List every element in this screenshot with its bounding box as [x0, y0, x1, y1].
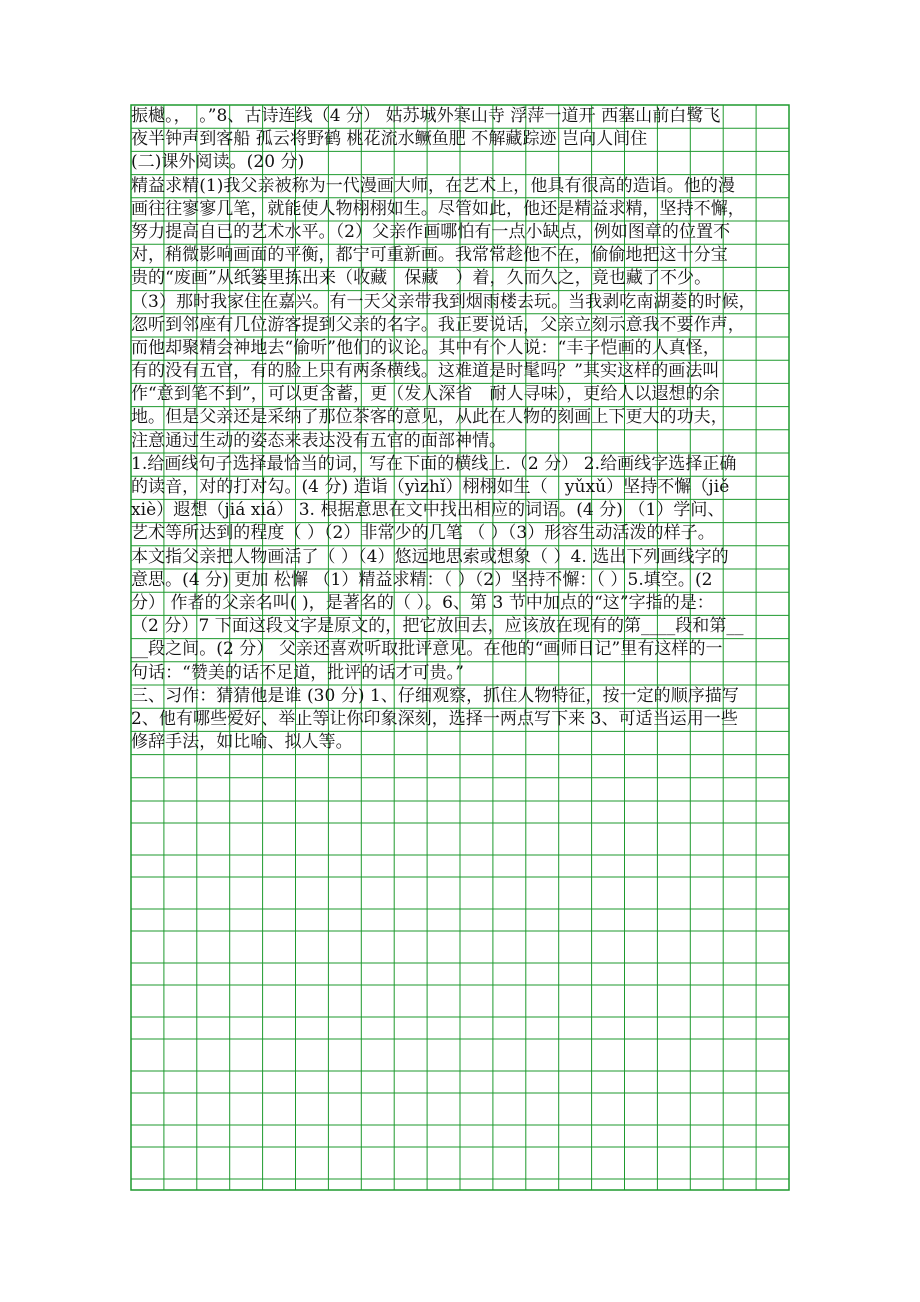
text-line: __段之间。(2 分） 父亲还喜欢听取批评意见。在他的“画师日记”里有这样的一	[131, 639, 723, 660]
text-line: 2、他有哪些爱好、举止等让你印象深刻，选择一两点写下来 3、可适当运用一些	[131, 708, 738, 729]
text-line: 1.给画线句子选择最恰当的词，写在下面的横线上.（2 分） 2.给画线字选择正确	[131, 453, 737, 474]
text-line: 精益求精(1)我父亲被称为一代漫画大师，在艺术上，他具有很高的造诣。他的漫	[131, 175, 735, 196]
text-line: 贵的“废画”从纸篓里拣出来（收藏 保藏 ）着，久而久之，竟也藏了不少。	[131, 268, 712, 289]
text-line: （3）那时我家住在嘉兴。有一天父亲带我到烟雨楼去玩。当我剥吃南湖菱的时候，	[131, 291, 756, 312]
text-line: 作“意到笔不到”，可以更含蓄，更（发人深省 耐人寻味），更给人以遐想的余	[131, 384, 720, 405]
text-line: 分） 作者的父亲名叫( )，是著名的（ ）。6、第 3 节中加点的“这”字指的是：	[131, 592, 714, 613]
text-line: 意思。(4 分) 更加 松懈 （1）精益求精：（ ）（2）坚持不懈：（ ）5.填空。(2	[131, 569, 713, 590]
text-line: 地。但是父亲还是采纳了那位茶客的意见，从此在人物的刻画上下更大的功夫，	[131, 407, 728, 428]
text-line: 画往往寥寥几笔，就能使人物栩栩如生。尽管如此，他还是精益求精，坚持不懈，	[131, 198, 745, 219]
text-line: 注意通过生动的姿态来表达没有五官的面部神情。	[131, 430, 507, 451]
text-line: 本文指父亲把人物画活了（ ）（4）悠远地思索或想象（ ）4. 选出下列画线字的	[131, 546, 729, 567]
text-line: 而他却聚精会神地去“偷听”他们的议论。其中有个人说：“丰子恺画的人真怪，	[131, 337, 720, 358]
document-text	[131, 105, 791, 754]
text-line: 对，稍微影响画面的平衡，都宁可重新画。我常常趁他不在，偷偷地把这十分宝	[131, 245, 728, 266]
text-line: (二)课外阅读。(20 分)	[131, 152, 305, 173]
text-line: 有的没有五官，有的脸上只有两条横线。这难道是时髦吗？”其实这样的画法叫	[131, 361, 720, 382]
text-line: xiè）遐想（jiá xiá） 3. 根据意思在文中找出相应的词语。(4 分) （1）学问、	[131, 500, 725, 521]
text-line: 夜半钟声到客船 孤云将野鹤 桃花流水鳜鱼肥 不解藏踪迹 岂向人间住	[131, 129, 648, 150]
text-line: 句话：“赞美的话不足道，批评的话才可贵。”	[131, 662, 464, 683]
text-line: （2 分）7 下面这段文字是原文的，把它放回去，应该放在现有的第____段和第__	[131, 616, 744, 637]
text-line: 振樾。， 。”8、古诗连线（4 分） 姑苏城外寒山寺 浮萍一道开 西塞山前白鹭飞	[131, 106, 721, 126]
text-line: 忽听到邻座有几位游客提到父亲的名字。我正要说话，父亲立刻示意我不要作声，	[131, 314, 745, 335]
text-line: 三、习作：猜猜他是谁 (30 分) 1、仔细观察，抓住人物特征，按一定的顺序描写	[131, 685, 739, 706]
text-line: 艺术等所达到的程度（ ）（2）非常少的几笔 （ ）（3）形容生动活泼的样子。	[131, 523, 715, 544]
text-line: 的读音，对的打对勾。(4 分) 造诣（yìzhǐ）栩栩如生（ yǔxǔ）坚持不懈（jiě	[131, 477, 730, 497]
text-line: 修辞手法，如比喻、拟人等。	[131, 732, 353, 753]
text-line: 努力提高自已的艺术水平。（2）父亲作画哪怕有一点小缺点，例如图章的位置不	[131, 221, 731, 242]
